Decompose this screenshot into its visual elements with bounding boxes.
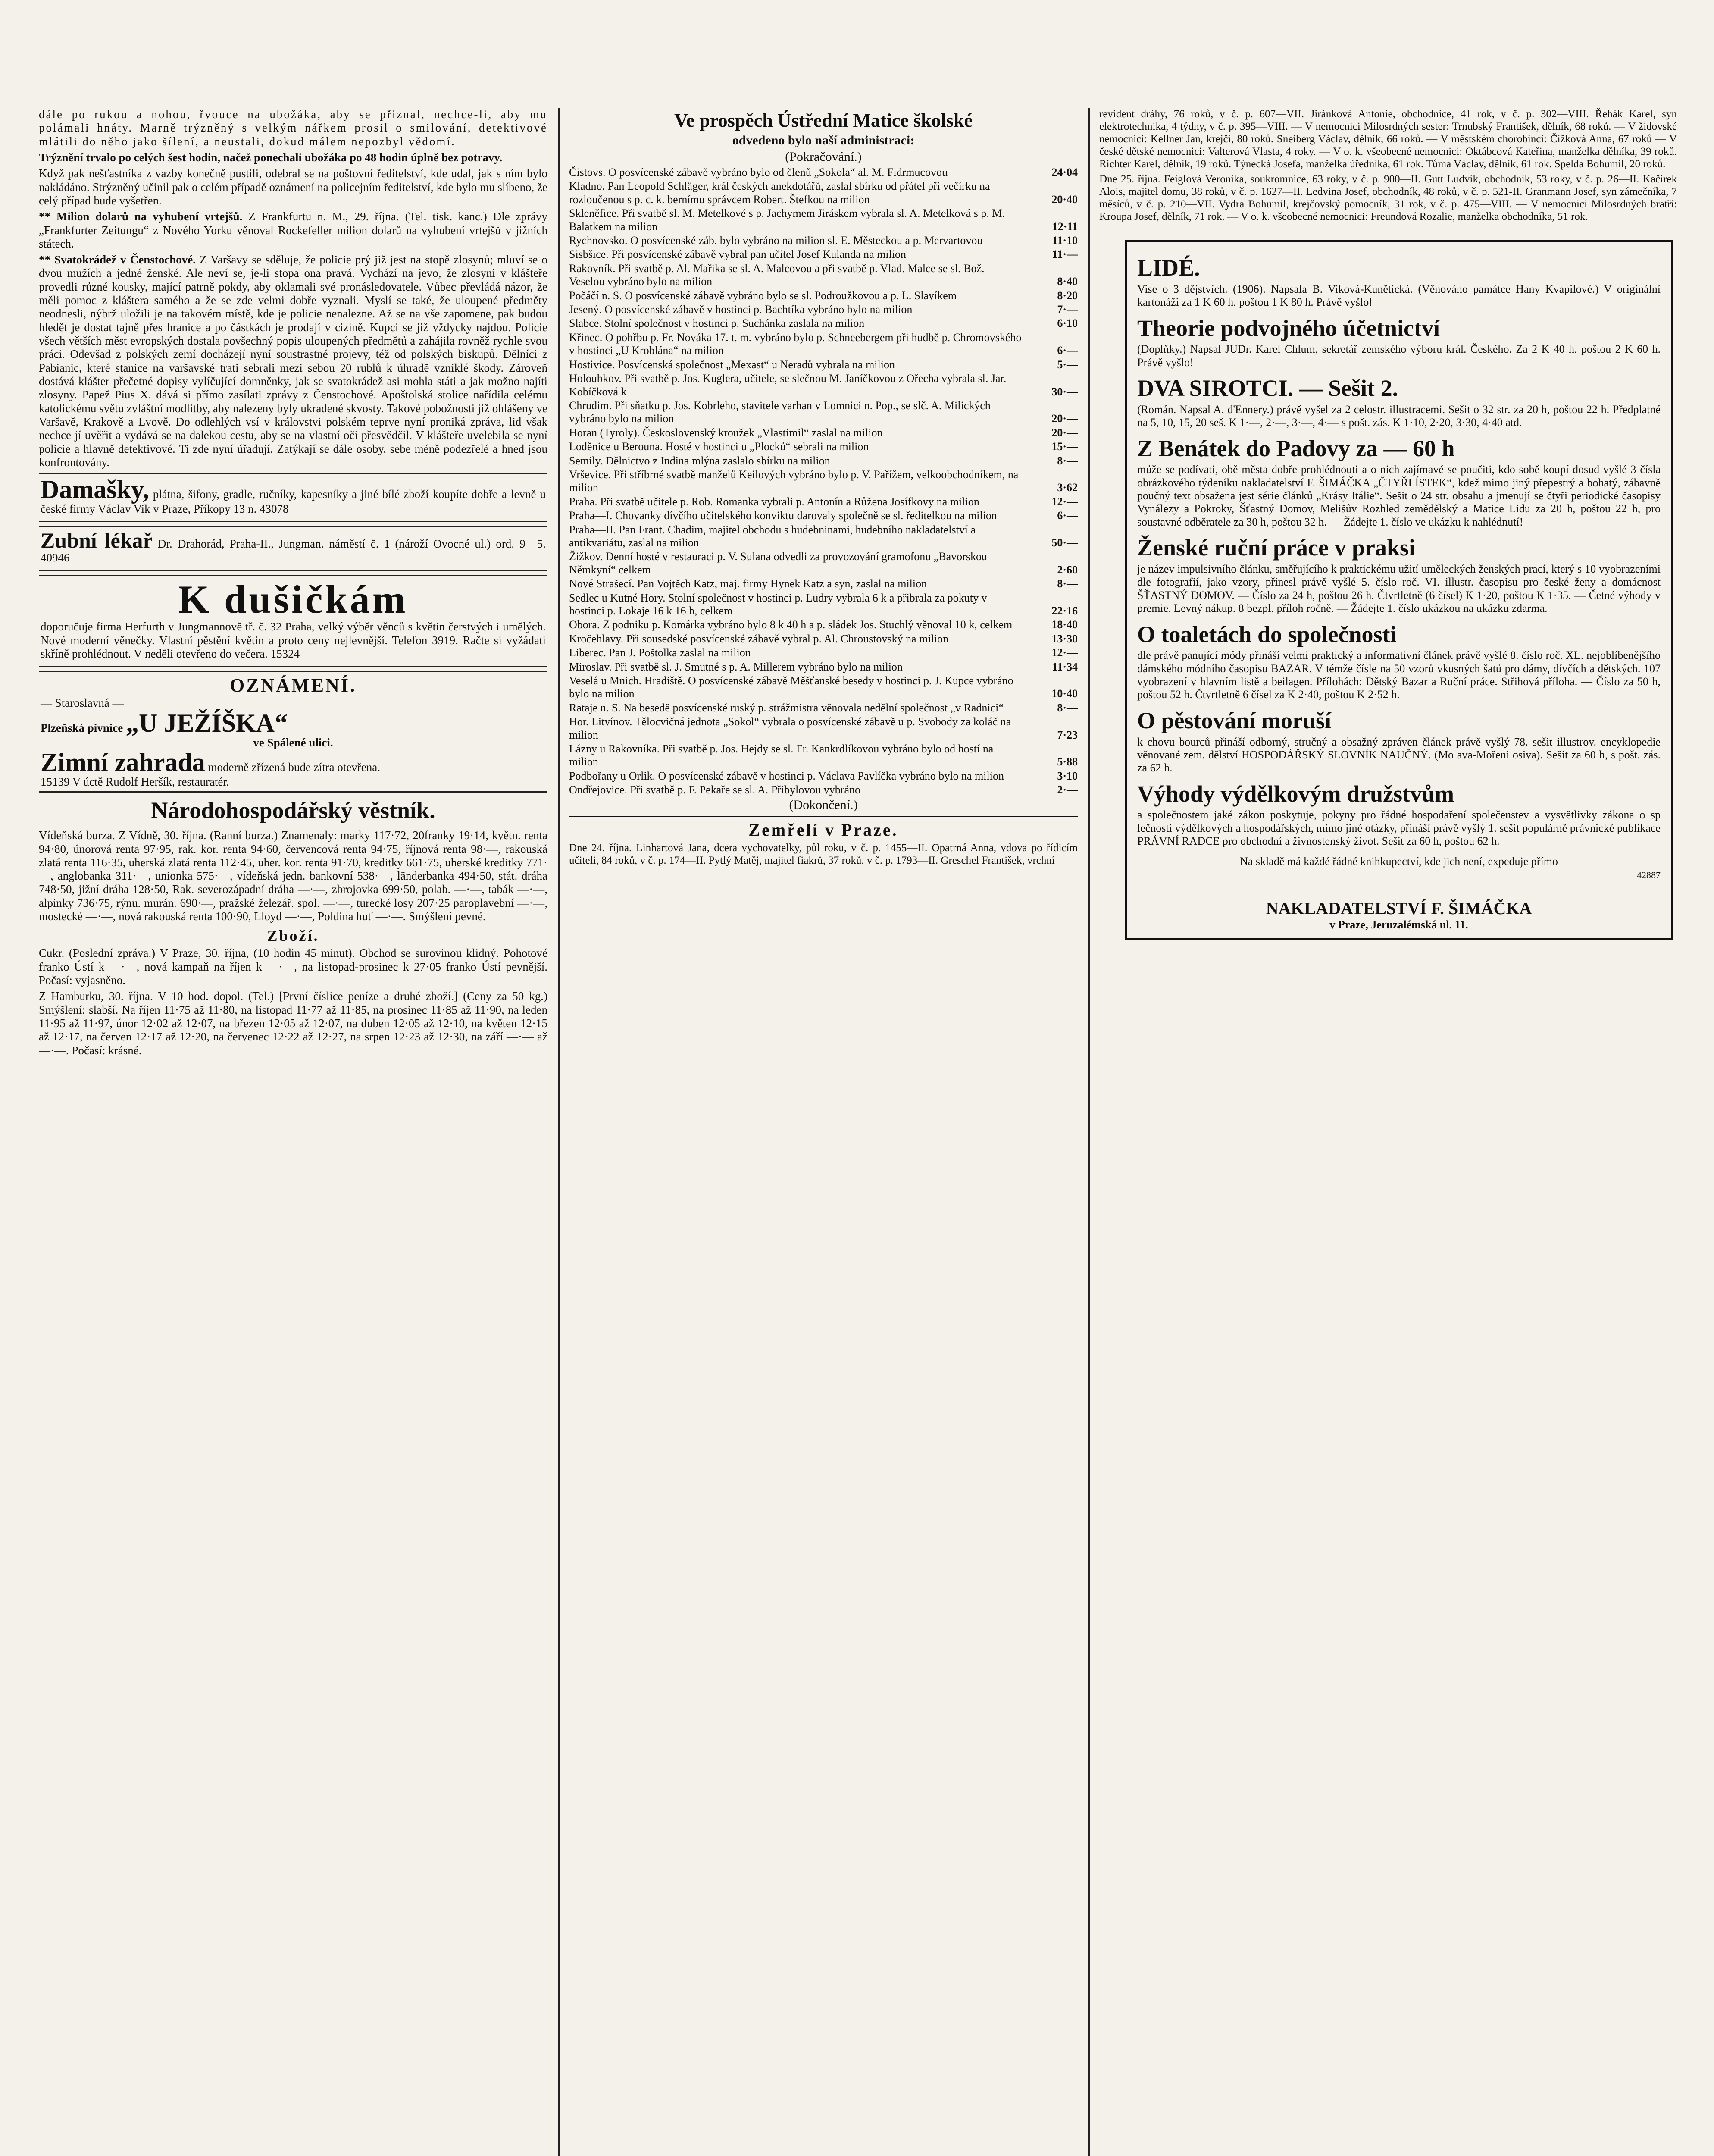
donation-amount: 3·10 [1057, 769, 1078, 782]
news-text: Vídeňská burza. Z Vídně, 30. října. (Ranní burza.) Znamenaly: marky 117·72, 20franky 19·14, květn. renta 94·80, únorová renta 97·95, rak. kor. renta 94·60, červencová renta 94·75, říjnová renta 98·—, rakouská zlatá renta 116·35, uherská zlatá renta 112·45, uher. kor. renta 91·70, kreditky 661·75, uherské kreditky 771·—, anglobanka 311·—, unionka 575·—, vídeňská jedn. bankovní 538·—, länderbanka 494·50, stát. dráha 748·50, jižní dráha 128·50, Rak. severozápadní dráha —·—, zbrojovka 699·50, polab. —·—, tabák —·—, alpinky 736·75, rýnu. murán. 690·—, pražské železář. spol. —·—, turecké losy 207·25 paroplavební —·—, mostecké —·—, nová rakouská renta 100·90, Lloyd —·—, Poldina huť —·—. Smýšlení pevné. [39, 829, 547, 923]
donation-entry [569, 426, 1078, 439]
donation-entry [569, 166, 1078, 179]
donation-amount: 24·04 [1051, 166, 1078, 179]
donation-entry [569, 743, 1078, 769]
donation-entry [569, 592, 1078, 618]
publisher-address: v Praze, Jeruzalémská ul. 11. [1329, 918, 1468, 931]
donation-amount: 6·— [1057, 509, 1078, 522]
donation-entry [569, 770, 1078, 783]
ad-text: a společnostem jaké zákon poskytuje, pokyny pro řádné hospodaření společenstev a vysvětlivky zákona o sp lečnosti výdělkových a hospodářských, mimo jiné otázky, přináší právě vyšlý 1. sešit populárně právnické publikace PRÁVNÍ RADCE pro obchodní a živnostenský život. Sešit za 60 h, poštou 62 h. [1137, 808, 1661, 848]
donation-text: Chrudim. Při sňatku p. Jos. Kobrleho, stavitele varhan v Lomnici n. Pop., se slč. A. Milických vybráno bylo na milion [569, 399, 991, 425]
donation-text: Sedlec u Kutné Hory. Stolní společnost v hostinci p. Ludry vybrala 6 k a přibrala za pokuty v hostinci p. Lokaje 16 k 16 h, celkem [569, 591, 987, 617]
donation-text: Jesený. O posvícenské zábavě v hostinci p. Bachtíka vybráno bylo na milion [569, 303, 913, 316]
ad-text: V úctě Rudolf Heršík, restauratér. [72, 775, 229, 788]
ad-title: „U JEŽÍŠKA“ [126, 708, 288, 737]
donation-entry [569, 646, 1078, 659]
section-subtitle: odvedeno bylo naší administraci: [732, 133, 915, 147]
donation-amount: 18·40 [1051, 618, 1078, 631]
donation-entry [569, 702, 1078, 714]
ad-text: (Doplňky.) Napsal JUDr. Karel Chlum, sekretář zemského výboru král. Českého. Za 2 K 40 h, poštou 2 K 60 h. Právě vyšlo! [1137, 343, 1661, 369]
donation-amount: 20·40 [1051, 193, 1078, 206]
donation-text: Loděnice u Berouna. Hosté v hostinci u „Plocků“ sebrali na milion [569, 440, 869, 453]
donation-entry [569, 674, 1078, 701]
news-text: Z Frankfurtu n. M., 29. října. (Tel. tisk. kanc.) Dle zprávy „Frankfurter Zeitungu“ z Nového Yorku věnoval Rockefeller milion dolarů na vyhubení vrtejšů v jižních státech. [39, 210, 547, 250]
donation-amount: 12·— [1051, 495, 1078, 508]
donation-amount: 11·— [1052, 248, 1078, 261]
donation-text: Kročehlavy. Při sousedské posvícenské zábavě vybral p. Al. Chroustovský na milion [569, 632, 948, 645]
column-divider [1088, 108, 1090, 2156]
donation-amount: 12·11 [1052, 220, 1078, 233]
donation-amount: 6·10 [1057, 317, 1078, 330]
donation-amount: 8·— [1057, 701, 1078, 714]
donation-entry [569, 468, 1078, 495]
ad-title: K dušičkám [178, 577, 408, 621]
donation-amount: 3·62 [1057, 481, 1078, 494]
ad-title: Zimní zahrada [41, 748, 205, 777]
donation-amount: 6·— [1057, 344, 1078, 357]
donation-amount: 20·— [1051, 426, 1078, 439]
donation-text: Veselá u Mnich. Hradiště. O posvícenské zábavě Měšťanské besedy v hostinci p. J. Kupce vybráno bylo na milion [569, 674, 1013, 700]
donation-amount: 12·— [1051, 646, 1078, 659]
news-text: Z Varšavy se sděluje, že policie prý již jest na stopě zlosynů; mluví se o dvou mužích a jedné ženské. Ale neví se, je-li stopa ona pravá. Vychází na jevo, že zlosyni v klášteře provedli různé kousky, mající patrně pokdy, aby oklamali své pronásledovatele. Vůbec převládá názor, že měli pomoc z kláštera samého a že se zde velmi dobře vyznali. Myslí se také, že uloupené předměty neodnesli, nýbrž uložili je na takovém místě, kde je policie nenalezne. Až se na vše zapomene, pak budou hledět je dostat tajně přes hranice a po částkách je prodají v cizině. Kupci se již vždycky najdou. Policie všech větších měst evropských dostala povšechný popis uloupených předmětů a zahájila rovněž rychle svou práci. Odevšad z polských zemí docházejí nyní soustrastné projevy, též od polských biskupů. Dělníci z Pabianic, které stanice na varšavské trati sebrali mezi sebou 20 rublů k úhradě vzniklé škody. Zároveň dostává klášter přečetné dopisy vylíčující domněnky, jak se svatokrádež asi mohla státi a jak možno najíti zlosyny. Papež Pius X. dává si přímo zasílati zprávy z Čenstochové. Apoštolská stolice nařídila celému katolickému světu zvláštní modlitby, aby nalezeny byly ukradené skvosty. Takové pobožnosti již ohlášeny ve Varšavě, Krakově a Lvově. Do odlehlých vsí v královstvi polském teprve nyní proniká zpráva, lid však nechce jí uvěřit a vydává se na dalekou cestu, aby se na vlastní oči přesvědčil. V klášteře uvelebila se nyní policie a hlavně detektivové. Ti zde nyní úřadují. Zatýkají se dále osoby, sebe méně podezřelé a hned jsou konfrontovány. [39, 253, 547, 469]
news-text-bold: Trýznění trvalo po celých šest hodin, načež ponechali ubožáka po 48 hodin úplně bez potravy. [39, 150, 503, 164]
ad-heading: LIDÉ. [1137, 255, 1200, 281]
donation-list [569, 166, 1078, 797]
ad-text: Vise o 3 dějstvích. (1906). Napsala B. Viková-Kunětická. (Věnováno památce Hany Kvapilové.) V originální kartonáži za 1 K 60 h, poštou 1 K 80 h. Právě vyšlo! [1137, 282, 1661, 309]
donation-text: Rychnovsko. O posvícenské záb. bylo vybráno na milion sl. E. Městeckou a p. Mervartovou [569, 234, 983, 247]
ad-heading: Ženské ruční práce v praksi [1137, 535, 1416, 561]
ad-zubni-lekar [39, 526, 547, 571]
column-middle [569, 108, 1078, 2156]
ad-title: Damašky, [41, 475, 149, 504]
donation-entry [569, 618, 1078, 631]
donation-text: Rataje n. S. Na besedě posvícenské ruský p. strážmistra věnovala nedělní společnost „v Radnici“ [569, 701, 1004, 714]
donation-text: Praha—II. Pan Frant. Chadim, majitel obchodu s hudebninami, hudebního nakladatelství a antikvariátu, zaslal na milion [569, 523, 976, 549]
ad-heading: Z Benátek do Padovy za — 60 h [1137, 435, 1455, 461]
news-text: dále po rukou a nohou, řvouce na ubožáka, aby se přiznal, nechce-li, aby mu polámali hnáty. Marně trýzněný s velkým nářkem prosil o smilování, detektivové mlátili do něho jako šílení, a neustali, dokud málem nepozbyl vědomí. [39, 108, 547, 148]
section-subtitle: Zboží. [267, 927, 319, 945]
donation-text: Žižkov. Denní hosté v restauraci p. V. Sulana odvedli za provozování gramofonu „Bavorskou Němkyní“ celkem [569, 550, 987, 576]
donation-entry [569, 661, 1078, 674]
ad-text: ve Spálené ulici. [253, 736, 333, 749]
donation-entry [569, 523, 1078, 550]
ad-text: Plzeňská pivnice [41, 721, 123, 734]
donation-amount: 2·60 [1057, 563, 1078, 576]
donation-amount: 13·30 [1051, 632, 1078, 645]
column-divider [558, 108, 560, 2156]
ad-text: Dr. Drahorád, Praha-II., Jungman. náměstí č. 1 (nároží Ovocné ul.) ord. 9—5. [157, 537, 546, 551]
donation-entry [569, 577, 1078, 590]
donation-entry [569, 248, 1078, 261]
donation-text: Skleněfice. Při svatbě sl. M. Metelkové s p. Jachymem Jiráskem vybrala sl. A. Metelková s p. M. Balatkem na milion [569, 207, 1005, 233]
ad-title: OZNÁMENÍ. [230, 675, 357, 696]
section-subtitle: (Pokračování.) [785, 150, 862, 164]
donation-text: Hor. Litvínov. Tělocvičná jednota „Sokol“ vybrala o posvícenské zábavě u p. Svobody za koláč na milion [569, 715, 1011, 741]
donation-amount: 50·— [1051, 536, 1078, 549]
ad-heading: O toaletách do společnosti [1137, 621, 1397, 647]
donation-amount: 11·10 [1052, 234, 1078, 247]
donation-text: Liberec. Pan J. Poštolka zaslal na milion [569, 646, 751, 659]
donation-text: Miroslav. Při svatbě sl. J. Smutné s p. A. Millerem vybráno bylo na milion [569, 660, 903, 673]
ad-number: 42887 [1637, 870, 1661, 881]
donation-amount: 30·— [1051, 385, 1078, 398]
news-text: Když pak nešťastníka z vazby konečně pustili, odebral se na poštovní ředitelství, kde udal, jak s ním bylo nakládáno. Strýzněný učinil pak o celém případě oznámení na policejním ředitelství, kde bylo mu slíbeno, že celý případ bude vyšetřen. [39, 167, 547, 207]
donation-text: Kladno. Pan Leopold Schläger, král českých anekdotářů, zaslal sbírku od přátel při večírku na rozloučenou s p. c. k. bernímu správcem Robert. Štefkou na milion [569, 180, 990, 206]
donation-text: Praha—I. Chovanky dívčího učitelského konviktu darovaly společně se sl. ředitelkou na milion [569, 509, 997, 522]
donation-text: Lázny u Rakovníka. Při svatbě p. Jos. Hejdy se sl. Fr. Kankrdlíkovou vybráno bylo od hostí na milion [569, 743, 994, 768]
donation-text: Nové Strašecí. Pan Vojtěch Katz, maj. firmy Hynek Katz a syn, zaslal na milion [569, 577, 927, 590]
donation-text: Hostivice. Posvícenská společnost „Mexast“ u Neradů vybrala na milion [569, 358, 895, 371]
donation-amount: 15·— [1051, 440, 1078, 453]
donation-amount: 7·— [1057, 303, 1078, 316]
news-text: revident dráhy, 76 roků, v č. p. 607—VII. Jiránková Antonie, obchodnice, 41 rok, v č. p. 302—VIII. Řehák Karel, syn elektrotechnika, 4 týdny, v č. p. 395—VIII. — V nemocnici Milosrdných sester: Trnubský František, dělník, 68 roků. — V židovské nemocnici: Kellner Jan, krejčí, 80 roků. Sneiberg Václav, dělník, 66 roků. — V městském chorobinci: Čížková Anna, 67 roků — V české dětské nemocnici: Valterová Vlasta, 4 roky. — V o. k. všeobecné nemocnici: Oktábcová Kateřina, manželka dělníka, 39 roků. Richter Karel, dělník, 19 roků. Týnecká Josefa, manželka úředníka, 61 rok. Tůma Václav, dělník, 61 rok. Spelda Bohumil, 20 roků. [1099, 108, 1677, 170]
ad-title: Zubní lékař [41, 528, 153, 553]
donation-text: Počáčí n. S. O posvícenské zábavě vybráno bylo se sl. Podroužkovou a p. L. Slavíkem [569, 289, 957, 302]
donation-text: Obora. Z podniku p. Komárka vybráno bylo 8 k 40 h a p. sládek Jos. Stuchlý věnoval 10 k, celkem [569, 618, 1013, 631]
donation-text: Čistovs. O posvícenské zábavě vybráno bylo od členů „Sokola“ al. M. Fidrmucovou [569, 166, 948, 179]
donation-entry [569, 454, 1078, 467]
donation-entry [569, 358, 1078, 371]
donation-amount: 8·40 [1057, 275, 1078, 288]
donation-amount: 8·— [1057, 577, 1078, 590]
donation-entry [569, 234, 1078, 247]
ad-heading: DVA SIROTCI. — Sešit 2. [1137, 375, 1398, 401]
donation-amount: 7·23 [1057, 728, 1078, 741]
donation-text: Vrševice. Při stříbrné svatbě manželů Keilových vybráno bylo p. V. Pařížem, velkoobchodníkem, na milion [569, 468, 1019, 494]
ad-text: (Román. Napsal A. d'Ennery.) právě vyšel za 2 celostr. illustracemi. Sešit o 32 str. za 20 h, poštou 22 h. Předplatné na 5, 10, 15, 20 seš. K 1·—, 2·—, 3·—, 4·— s pošt. zás. K 1·10, 2·20, 3·30, 4·40 atd. [1137, 403, 1661, 429]
ad-k-dusickam [39, 575, 547, 667]
donation-amount: 20·— [1051, 412, 1078, 425]
donation-entry [569, 550, 1078, 577]
continuation-note: (Dokončení.) [789, 797, 858, 812]
news-headline: ** Milion dolarů na vyhubení vrtejšů. [39, 210, 243, 223]
donation-amount: 2·— [1057, 783, 1078, 796]
ad-damasky [39, 473, 547, 522]
ad-text: moderně zřízená bude zítra otevřena. [208, 760, 380, 774]
ad-heading: Výhody výdělkovým družstvům [1137, 780, 1454, 807]
ad-number: 15324 [270, 647, 300, 660]
donation-entry [569, 180, 1078, 206]
ad-text: doporučuje firma Herfurth v Jungmannově tř. č. 32 Praha, velký výběr věnců s květin čerstvých i umělých. Nové moderní věnečky. Vlastní pěstění květin a proto ceny nejlevnější. Telefon 3919. Račte si vyžádati skříně prohlédnout. V neděli otevřeno do večera. [41, 620, 546, 660]
section-title: Zemřelí v Praze. [569, 816, 1078, 840]
donation-text: Rakovník. Při svatbě p. Al. Mařika se sl. A. Malcovou a při svatbě p. Vlad. Malce se sl. Bož. Veselou vybráno bylo na milion [569, 262, 985, 288]
donation-entry [569, 633, 1078, 646]
donation-amount: 8·20 [1057, 289, 1078, 302]
donation-entry [569, 262, 1078, 288]
publisher-name: NAKLADATELSTVÍ F. ŠIMÁČKA [1266, 898, 1532, 918]
ad-text: dle právě panující módy přináší velmi praktický a informativní článek právě vyšlé 8. číslo roč. XL. nejoblíbenějšího dámského módního časopisu BAZAR. V témže čísle na 50 vzorů vkusných šatů pro dámy, dívčích a dětských. 107 vyobrazení v hlavním listě a beilagen. Přílohách: Dětský Bazar a Ruční práce. Střihová příloha. — Číslo za 50 h, poštou 52 h. Čtvrtletně 6 čísel za K 2·40, poštou K 2·52 h. [1137, 649, 1661, 701]
donation-text: Ondřejovice. Při svatbě p. F. Pekaře se sl. A. Přibylovou vybráno [569, 783, 860, 796]
ad-text: je název impulsivního článku, směřujícího k praktickému užití uměleckých ženských prací, který s 10 vyobrazeními dle fotografií, jako vzory, přinesl právě vyšlé 5. číslo roč. VI. illustr. časopisu pro české ženy a domácnost ŠŤASTNÝ DOMOV. — Číslo za 24 h, poštou 26 h. Čtvrtletně (6 čísel) K 1·20, poštou K 1·35. — Četné výhody v premie. Levný nákup. 8 bezpl. příloh ročně. — Žádejte 1. číslo ukázkou na ukázku zdarma. [1137, 562, 1661, 615]
donation-text: Sisbšice. Při posvícenské zábavě vybral pan učitel Josef Kulanda na milion [569, 248, 906, 261]
donation-entry [569, 372, 1078, 398]
ad-text: může se podívati, obě města dobře prohlédnouti a o nich zajímavé se poučiti, kdo sobě koupí dosud vyšlé 3 čísla obrázkového týdeníku nakladatelství F. ŠIMÁČKA „ČTYŘLÍSTEK“, kdež mimo jiný přepestrý a bohatý, zábavně poučný text obsažena jest série článků „Krásy Itálie“. Sešit o 24 str. obsahu a jmenují se čtyři periodické časopisy Vynálezy a Pokroky, Šťastný Domov, Melišův Rozhled zemědělský a Matice Lidu za 20 h, poštou 22 h, pro soustavné odběratele za 30 h, poštou 32 h. — Žádejte 1. číslo ve ukázku k nahlédnutí! [1137, 463, 1661, 528]
ad-items [1137, 256, 1661, 868]
donation-entry [569, 317, 1078, 330]
news-text: Dne 25. října. Feiglová Veronika, soukromnice, 63 roky, v č. p. 900—II. Gutt Ludvík, obchodník, 53 roky, v č. p. 26—II. Kačírek Alois, majitel domu, 38 roků, v č. p. 1627—II. Ledvina Josef, obchodník, 48 roků, v č. p. 521-II. Granmann Josef, syn zámečníka, 7 měsíců, v č. p. 210—VII. Vydra Bohumil, krejčovský pomocník, 31 rok, v č. p. 475—VIII. — V nemocnici Milosrdných bratří: Kroupa Josef, dělník, 71 rok. — V o. k. všeobecné nemocnici: Freundová Rozalie, manželka obchodníka, 51 rok. [1099, 173, 1677, 222]
news-headline: ** Svatokrádež v Čenstochové. [39, 253, 196, 266]
ad-text: Na skladě má každé řádné knihkupectví, kde jich není, expeduje přímo [1240, 855, 1558, 868]
donation-entry [569, 207, 1078, 233]
section-title: Ve prospěch Ústřední Matice školské [674, 110, 973, 131]
newspaper-page [39, 108, 1677, 2156]
donation-text: Horan (Tyroly). Československý kroužek „Vlastimil“ zaslal na milion [569, 426, 883, 439]
ad-heading: O pěstování moruší [1137, 707, 1332, 733]
donation-amount: 5·— [1057, 358, 1078, 371]
section-title: Národohospodářský věstník. [39, 797, 547, 825]
donation-entry [569, 289, 1078, 302]
ad-text: — Staroslavná — [41, 696, 124, 710]
ad-text: plátna, šifony, gradle, ručníky, kapesníky a jiné bílé zboží koupíte dobře a levně u české firmy Václav Vik v Praze, Příkopy 13 n. [41, 488, 546, 516]
news-text: Z Hamburku, 30. října. V 10 hod. dopol. (Tel.) [První číslice peníze a druhé zboží.] (Ceny za 50 kg.) Smýšlení: slabší. Na říjen 11·75 až 11·80, na listopad 11·77 až 11·85, na prosinec 11·85 až 11·90, na leden 11·95 až 11·97, únor 12·02 až 12·07, na březen 12·05 až 12·07, na duben 12·05 až 12·10, na květen 12·15 až 12·17, na červen 12·17 až 12·20, na červenec 12·22 až 12·27, na srpen 12·23 až 12·30, na září —·— až —·—. Počasí: krásné. [39, 990, 547, 1057]
donation-amount: 5·88 [1057, 755, 1078, 768]
news-text: Cukr. (Poslední zpráva.) V Praze, 30. října, (10 hodin 45 minut). Obchod se surovinou klidný. Pohotové franko Ústí k —·—, nová kampaň na říjen k —·—, na listopad-prosinec k 27·05 franko Ústí pevnější. Počasí: vyjasněno. [39, 946, 547, 987]
ad-number: 40946 [41, 551, 70, 564]
ad-number: 15139 [41, 775, 70, 788]
donation-text: Slabce. Stolní společnost v hostinci p. Suchánka zaslala na milion [569, 317, 865, 330]
donation-amount: 8·— [1057, 454, 1078, 467]
ad-text: k chovu bourců přináší odborný, stručný a obsažný zpráven článek právě vyšlý 78. sešit illustrov. encyklopedie věnované zem. dělství HOSPODÁŘSKÝ SLOVNÍK NAUČNÝ. (Mo ava-Mořeni osiva). Sešit za 60 h, s pošt. zás. za 62 h. [1137, 735, 1661, 774]
column-right [1099, 108, 1677, 2156]
donation-text: Semily. Dělnictvo z Indina mlýna zaslalo sbírku na milion [569, 454, 830, 467]
donation-entry [569, 715, 1078, 742]
donation-amount: 10·40 [1051, 687, 1078, 700]
donation-entry [569, 440, 1078, 453]
ad-u-jeziska [39, 671, 547, 793]
donation-entry [569, 399, 1078, 426]
publisher-ad-box [1125, 240, 1673, 940]
donation-entry [569, 495, 1078, 508]
donation-text: Holoubkov. Při svatbě p. Jos. Kuglera, učitele, se slečnou M. Janíčkovou z Ořecha vybrala sl. Jar. Kobíčková k [569, 372, 1007, 398]
donation-text: Podbořany u Orlik. O posvícenské zábavě v hostinci p. Václava Pavlíčka vybráno bylo na milion [569, 769, 1004, 782]
donation-text: Praha. Při svatbě učitele p. Rob. Romanka vybrali p. Antonín a Růžena Josífkovy na milion [569, 495, 979, 508]
donation-entry [569, 783, 1078, 796]
donation-text: Křinec. O pohřbu p. Fr. Nováka 17. t. m. vybráno bylo p. Schneebergem při hudbě p. Chromovského v hostinci „U Kroblána“ na milion [569, 331, 1022, 357]
donation-entry [569, 509, 1078, 522]
news-text: Dne 24. října. Linhartová Jana, dcera vychovatelky, půl roku, v č. p. 1455—II. Opatrná Anna, vdova po řídicím učiteli, 84 roků, v č. p. 174—II. Pytlý Matěj, majitel fiakrů, 37 roků, v č. p. 1793—II. Greschel František, vrchní [569, 842, 1078, 866]
ad-heading: Theorie podvojného účetnictví [1137, 315, 1440, 341]
donation-amount: 11·34 [1052, 660, 1078, 673]
column-left [39, 108, 547, 2156]
ad-number: 43078 [260, 502, 289, 516]
donation-amount: 22·16 [1051, 605, 1078, 617]
donation-entry [569, 331, 1078, 357]
donation-entry [569, 303, 1078, 316]
